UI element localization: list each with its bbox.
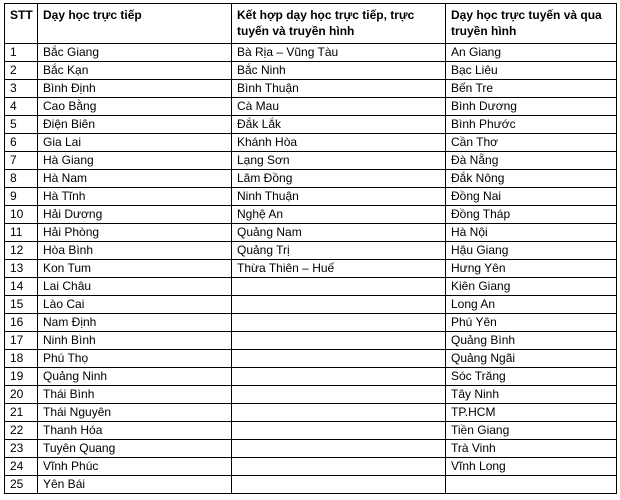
row-number-cell: 14 [5, 278, 38, 296]
hybrid-province-cell [232, 368, 446, 386]
table-row [5, 44, 617, 62]
row-number-cell: 4 [5, 98, 38, 116]
in-person-province-cell: Bắc Kạn [38, 62, 232, 80]
online-tv-province-cell: Bến Tre [446, 80, 617, 98]
table-body [5, 44, 617, 494]
table-header-row [5, 4, 617, 44]
hybrid-province-cell: Khánh Hòa [232, 134, 446, 152]
hybrid-province-cell: Lâm Đồng [232, 170, 446, 188]
table-row [5, 188, 617, 206]
hybrid-province-cell: Nghệ An [232, 206, 446, 224]
hybrid-province-cell: Lạng Sơn [232, 152, 446, 170]
in-person-province-cell: Hà Tĩnh [38, 188, 232, 206]
hybrid-province-cell [232, 350, 446, 368]
table-row [5, 134, 617, 152]
table-row [5, 278, 617, 296]
hybrid-province-cell [232, 296, 446, 314]
online-tv-province-cell: Bạc Liêu [446, 62, 617, 80]
in-person-province-cell: Bình Định [38, 80, 232, 98]
row-number-cell: 11 [5, 224, 38, 242]
online-tv-province-cell: Vĩnh Long [446, 458, 617, 476]
online-tv-province-cell: Long An [446, 296, 617, 314]
row-number-cell: 6 [5, 134, 38, 152]
row-number-cell: 3 [5, 80, 38, 98]
hybrid-province-cell: Quảng Trị [232, 242, 446, 260]
row-number-cell: 12 [5, 242, 38, 260]
row-number-cell: 7 [5, 152, 38, 170]
table-row [5, 422, 617, 440]
table-row [5, 296, 617, 314]
in-person-province-cell: Nam Định [38, 314, 232, 332]
row-number-cell: 16 [5, 314, 38, 332]
hybrid-province-cell [232, 476, 446, 494]
in-person-province-cell: Thái Bình [38, 386, 232, 404]
online-tv-province-cell: Tây Ninh [446, 386, 617, 404]
row-number-cell: 21 [5, 404, 38, 422]
hybrid-province-cell: Bình Thuận [232, 80, 446, 98]
table-row [5, 62, 617, 80]
hybrid-province-cell: Cà Mau [232, 98, 446, 116]
table-row [5, 440, 617, 458]
row-number-cell: 23 [5, 440, 38, 458]
in-person-province-cell: Lào Cai [38, 296, 232, 314]
province-teaching-mode-table [4, 3, 617, 494]
table-row [5, 242, 617, 260]
in-person-province-cell: Gia Lai [38, 134, 232, 152]
table-row [5, 116, 617, 134]
in-person-province-cell: Hà Giang [38, 152, 232, 170]
online-tv-province-cell: Bình Dương [446, 98, 617, 116]
in-person-province-cell: Điện Biên [38, 116, 232, 134]
online-tv-province-cell: Đắk Nông [446, 170, 617, 188]
hybrid-province-cell: Thừa Thiên – Huế [232, 260, 446, 278]
hybrid-province-cell: Bà Rịa – Vũng Tàu [232, 44, 446, 62]
column-header-in-person: Dạy học trực tiếp [38, 4, 232, 44]
online-tv-province-cell: Phú Yên [446, 314, 617, 332]
row-number-cell: 19 [5, 368, 38, 386]
online-tv-province-cell: Quảng Ngãi [446, 350, 617, 368]
hybrid-province-cell [232, 314, 446, 332]
in-person-province-cell: Kon Tum [38, 260, 232, 278]
online-tv-province-cell: Kiên Giang [446, 278, 617, 296]
table-row [5, 170, 617, 188]
row-number-cell: 5 [5, 116, 38, 134]
online-tv-province-cell: Đồng Tháp [446, 206, 617, 224]
row-number-cell: 25 [5, 476, 38, 494]
online-tv-province-cell: Hậu Giang [446, 242, 617, 260]
table-row [5, 368, 617, 386]
in-person-province-cell: Thái Nguyên [38, 404, 232, 422]
in-person-province-cell: Ninh Bình [38, 332, 232, 350]
in-person-province-cell: Yên Bái [38, 476, 232, 494]
row-number-cell: 18 [5, 350, 38, 368]
hybrid-province-cell [232, 440, 446, 458]
table-row [5, 458, 617, 476]
row-number-cell: 13 [5, 260, 38, 278]
row-number-cell: 9 [5, 188, 38, 206]
row-number-cell: 2 [5, 62, 38, 80]
row-number-cell: 15 [5, 296, 38, 314]
hybrid-province-cell [232, 386, 446, 404]
hybrid-province-cell: Ninh Thuận [232, 188, 446, 206]
hybrid-province-cell: Quảng Nam [232, 224, 446, 242]
online-tv-province-cell: Hưng Yên [446, 260, 617, 278]
online-tv-province-cell: Sóc Trăng [446, 368, 617, 386]
table-row [5, 80, 617, 98]
in-person-province-cell: Hòa Bình [38, 242, 232, 260]
table-row [5, 224, 617, 242]
table-row [5, 314, 617, 332]
hybrid-province-cell: Bắc Ninh [232, 62, 446, 80]
table-row [5, 98, 617, 116]
hybrid-province-cell [232, 332, 446, 350]
in-person-province-cell: Bắc Giang [38, 44, 232, 62]
online-tv-province-cell: Bình Phước [446, 116, 617, 134]
in-person-province-cell: Cao Bằng [38, 98, 232, 116]
hybrid-province-cell [232, 458, 446, 476]
online-tv-province-cell: An Giang [446, 44, 617, 62]
online-tv-province-cell: TP.HCM [446, 404, 617, 422]
table-row [5, 404, 617, 422]
in-person-province-cell: Hà Nam [38, 170, 232, 188]
online-tv-province-cell: Đồng Nai [446, 188, 617, 206]
in-person-province-cell: Hải Phòng [38, 224, 232, 242]
in-person-province-cell: Phú Thọ [38, 350, 232, 368]
row-number-cell: 24 [5, 458, 38, 476]
table-row [5, 332, 617, 350]
column-header-stt: STT [5, 4, 38, 44]
table-row [5, 476, 617, 494]
column-header-hybrid: Kết hợp dạy học trực tiếp, trực tuyến và truyền hình [232, 4, 446, 44]
in-person-province-cell: Lai Châu [38, 278, 232, 296]
in-person-province-cell: Hải Dương [38, 206, 232, 224]
column-header-online-tv: Dạy học trực tuyến và qua truyền hình [446, 4, 617, 44]
row-number-cell: 10 [5, 206, 38, 224]
online-tv-province-cell: Quảng Bình [446, 332, 617, 350]
table-row [5, 152, 617, 170]
hybrid-province-cell [232, 404, 446, 422]
in-person-province-cell: Tuyên Quang [38, 440, 232, 458]
online-tv-province-cell: Cần Thơ [446, 134, 617, 152]
row-number-cell: 8 [5, 170, 38, 188]
table-row [5, 206, 617, 224]
hybrid-province-cell: Đắk Lắk [232, 116, 446, 134]
online-tv-province-cell: Đà Nẵng [446, 152, 617, 170]
online-tv-province-cell: Tiền Giang [446, 422, 617, 440]
row-number-cell: 1 [5, 44, 38, 62]
table-row [5, 260, 617, 278]
online-tv-province-cell: Trà Vinh [446, 440, 617, 458]
row-number-cell: 22 [5, 422, 38, 440]
in-person-province-cell: Thanh Hóa [38, 422, 232, 440]
table-row [5, 386, 617, 404]
hybrid-province-cell [232, 422, 446, 440]
in-person-province-cell: Quảng Ninh [38, 368, 232, 386]
row-number-cell: 17 [5, 332, 38, 350]
in-person-province-cell: Vĩnh Phúc [38, 458, 232, 476]
row-number-cell: 20 [5, 386, 38, 404]
hybrid-province-cell [232, 278, 446, 296]
table-row [5, 350, 617, 368]
online-tv-province-cell: Hà Nội [446, 224, 617, 242]
online-tv-province-cell [446, 476, 617, 494]
